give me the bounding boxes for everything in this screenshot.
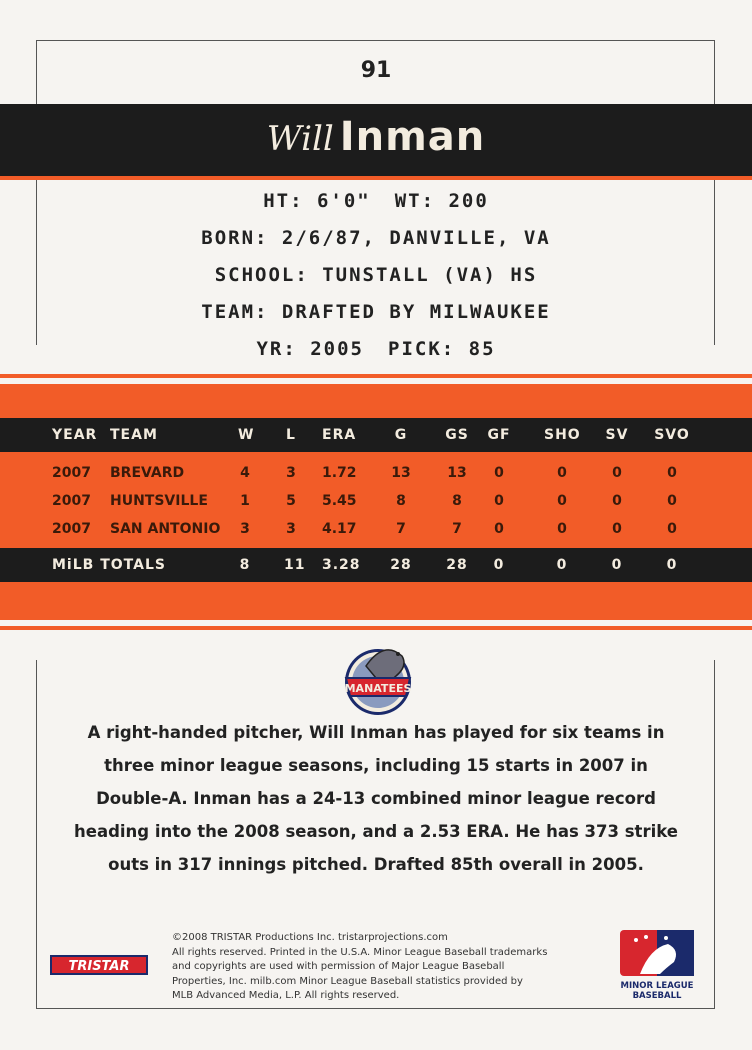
bio-year: YR: 2005 xyxy=(256,338,364,360)
cell-sv: 0 xyxy=(612,493,622,509)
bio-pick: PICK: 85 xyxy=(388,338,496,360)
legal-text xyxy=(172,931,612,1004)
milb-logo-icon xyxy=(616,928,700,1002)
player-last-name: Inman xyxy=(339,114,486,160)
cell-g: 13 xyxy=(391,465,411,481)
header-era: ERA xyxy=(322,427,357,443)
header-w: W xyxy=(238,427,255,443)
cell-w: 1 xyxy=(240,493,250,509)
stats-bottom-stripe xyxy=(0,626,752,630)
cell-team: BREVARD xyxy=(110,465,185,481)
header-gf: GF xyxy=(487,427,511,443)
cell-g: 8 xyxy=(396,493,406,509)
legal-line: Properties, Inc. milb.com Minor League Baseball statistics provided by xyxy=(172,975,523,987)
totals-svo: 0 xyxy=(666,557,678,573)
cell-era: 5.45 xyxy=(322,493,357,509)
header-year: YEAR xyxy=(52,427,98,443)
header-gs: GS xyxy=(445,427,469,443)
header-sho: SHO xyxy=(544,427,581,443)
bio-school: SCHOOL: TUNSTALL (VA) HS xyxy=(214,264,538,286)
totals-sv: 0 xyxy=(611,557,623,573)
cell-era: 4.17 xyxy=(322,521,357,537)
header-g: G xyxy=(394,427,408,443)
cell-svo: 0 xyxy=(667,521,677,537)
legal-line: MLB Advanced Media, L.P. All rights reserved. xyxy=(172,990,400,1001)
cell-gs: 13 xyxy=(447,465,467,481)
frame-left-line-bottom xyxy=(36,660,37,1008)
stats-totals-row xyxy=(0,548,752,582)
legal-line: ©2008 TRISTAR Productions Inc. tristarprojections.com xyxy=(172,932,448,943)
header-l: L xyxy=(286,427,296,443)
cell-gf: 0 xyxy=(494,521,504,537)
bio-weight: WT: 200 xyxy=(394,190,489,212)
player-first-name: Will xyxy=(266,119,334,159)
player-name xyxy=(0,114,752,160)
header-team: TEAM xyxy=(110,427,158,443)
player-blurb xyxy=(56,716,696,881)
bio-team: TEAM: DRAFTED BY MILWAUKEE xyxy=(201,301,551,323)
totals-sho: 0 xyxy=(556,557,568,573)
cell-gs: 7 xyxy=(452,521,462,537)
header-svo: SVO xyxy=(654,427,690,443)
frame-bottom-line xyxy=(36,1008,715,1009)
table-row xyxy=(0,486,752,514)
blurb-line: three minor league seasons, including 15 starts in 2007 in xyxy=(104,756,648,775)
blurb-line: Double-A. Inman has a 24-13 combined minor league record xyxy=(96,789,656,808)
bio-height: HT: 6'0" xyxy=(263,190,371,212)
totals-w: 8 xyxy=(239,557,251,573)
bio-born: BORN: 2/6/87, DANVILLE, VA xyxy=(201,227,551,249)
cell-l: 5 xyxy=(286,493,296,509)
stats-header-row xyxy=(0,418,752,452)
totals-l: 11 xyxy=(284,557,306,573)
totals-era: 3.28 xyxy=(322,557,361,573)
cell-sho: 0 xyxy=(557,465,567,481)
legal-line: All rights reserved. Printed in the U.S.A. Minor League Baseball trademarks xyxy=(172,946,548,958)
cell-era: 1.72 xyxy=(322,465,357,481)
cell-sho: 0 xyxy=(557,493,567,509)
manatees-logo-icon xyxy=(336,636,420,720)
blurb-line: outs in 317 innings pitched. Drafted 85th overall in 2005. xyxy=(108,855,644,874)
stats-data-rows xyxy=(0,452,752,542)
cell-l: 3 xyxy=(286,521,296,537)
table-row xyxy=(0,514,752,542)
stats-band xyxy=(0,370,752,634)
cell-w: 3 xyxy=(240,521,250,537)
bio-height-weight xyxy=(0,186,752,223)
cell-w: 4 xyxy=(240,465,250,481)
totals-gf: 0 xyxy=(493,557,505,573)
cell-year: 2007 xyxy=(52,465,91,481)
frame-top-line xyxy=(36,40,714,41)
totals-gs: 28 xyxy=(446,557,468,573)
milb-logo-line2: BASEBALL xyxy=(632,991,682,1001)
cell-gf: 0 xyxy=(494,465,504,481)
cell-sv: 0 xyxy=(612,465,622,481)
tristar-logo-icon xyxy=(50,955,148,975)
cell-team: HUNTSVILLE xyxy=(110,493,208,509)
cell-l: 3 xyxy=(286,465,296,481)
totals-g: 28 xyxy=(390,557,412,573)
cell-year: 2007 xyxy=(52,521,91,537)
stats-top-stripe xyxy=(0,374,752,378)
cell-sv: 0 xyxy=(612,521,622,537)
blurb-line: A right-handed pitcher, Will Inman has played for six teams in xyxy=(87,723,665,742)
cell-gs: 8 xyxy=(452,493,462,509)
blurb-line: heading into the 2008 season, and a 2.53 ERA. He has 373 strike xyxy=(74,822,678,841)
stats-table xyxy=(0,418,752,582)
cell-year: 2007 xyxy=(52,493,91,509)
cell-svo: 0 xyxy=(667,465,677,481)
cell-team: SAN ANTONIO xyxy=(110,521,221,537)
header-sv: SV xyxy=(605,427,629,443)
legal-line: and copyrights are used with permission of Major League Baseball xyxy=(172,961,505,972)
tristar-logo-text: TRISTAR xyxy=(68,959,130,974)
name-band xyxy=(0,104,752,180)
cell-sho: 0 xyxy=(557,521,567,537)
cell-g: 7 xyxy=(396,521,406,537)
cell-svo: 0 xyxy=(667,493,677,509)
totals-label: MiLB TOTALS xyxy=(52,557,166,573)
table-row xyxy=(0,458,752,486)
player-bio xyxy=(0,186,752,371)
card-number: 91 xyxy=(360,58,392,83)
bio-draft xyxy=(0,334,752,371)
team-logo-text: MANATEES xyxy=(344,682,412,695)
frame-right-line-bottom xyxy=(714,660,715,1008)
cell-gf: 0 xyxy=(494,493,504,509)
milb-logo-line1: MINOR LEAGUE xyxy=(620,981,694,991)
